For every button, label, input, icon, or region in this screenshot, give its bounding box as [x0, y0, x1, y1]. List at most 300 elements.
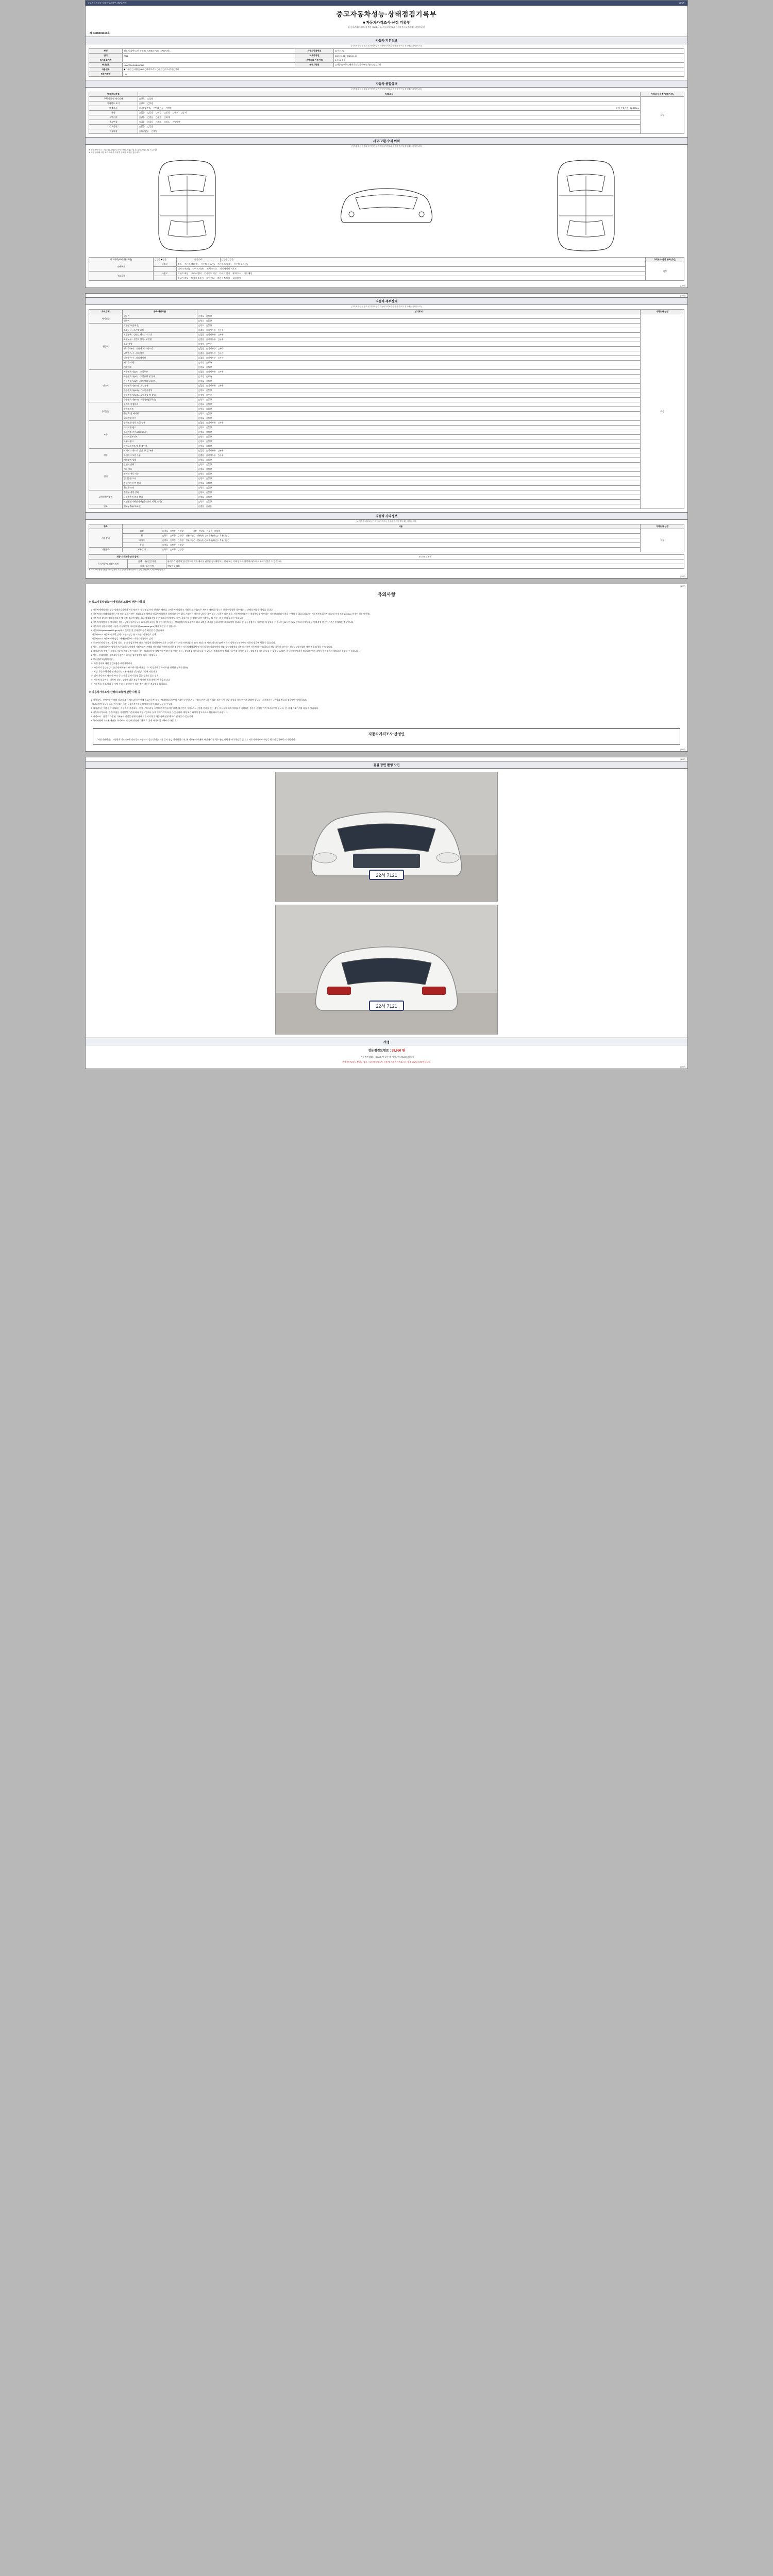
detail-option[interactable]: ◻누유: [217, 333, 224, 336]
other-option[interactable]: ◻불량: [178, 534, 184, 537]
label-mileage-std: 주행거리 기준가액: [295, 58, 334, 63]
price-value: 59,950 원: [392, 1049, 405, 1053]
accident-section-1-rank: 2랭크: [154, 272, 177, 276]
detail-option[interactable]: ◻양호: [198, 417, 205, 419]
other-option[interactable]: ◻불량: [178, 530, 184, 532]
detail-options[interactable]: [197, 453, 641, 458]
detail-option[interactable]: ◻불량: [206, 440, 212, 443]
opt-tune-yes[interactable]: ◻있음: [147, 111, 154, 114]
outer-part-6[interactable]: 리어 도어(우): [192, 267, 205, 270]
detail-options[interactable]: [197, 504, 641, 509]
outer-part-2[interactable]: 프론트 휀더(우): [200, 263, 215, 265]
accident-section-1-items-b[interactable]: [177, 276, 646, 281]
detail-options[interactable]: [197, 458, 641, 463]
detail-part: 배력장치 상태: [123, 458, 197, 463]
notice-title: 유의사항: [377, 592, 396, 597]
detail-option[interactable]: ◻없음: [198, 454, 205, 456]
value-reg-no: 22서7121: [334, 49, 684, 54]
opt-good-0[interactable]: ◻양호: [139, 97, 145, 100]
other-option[interactable]: ◻양호: [162, 539, 169, 541]
detail-option[interactable]: ◻양호: [198, 445, 205, 447]
other-option[interactable]: ◻보통: [170, 530, 176, 532]
detail-price-col: 적정: [641, 314, 684, 509]
other-option[interactable]: ◻보통: [170, 534, 176, 537]
frame-part-4[interactable]: 휠 하우스: [232, 272, 241, 275]
detail-options[interactable]: [197, 495, 641, 500]
detail-option[interactable]: ◻누유: [217, 449, 224, 452]
detail-option[interactable]: ◻누유: [217, 421, 224, 424]
detail-option[interactable]: ◻없음: [198, 449, 205, 452]
other-option[interactable]: ◻양호: [162, 530, 169, 532]
detail-options[interactable]: [197, 486, 641, 490]
detail-options[interactable]: [197, 342, 641, 347]
table-row: [89, 500, 684, 504]
other-option2[interactable]: ◻불량: [214, 530, 221, 532]
simple-repair-value[interactable]: ◻없음 ◻있음: [221, 258, 646, 262]
table-row: [89, 430, 684, 435]
other-options[interactable]: [161, 529, 641, 534]
detail-options[interactable]: [197, 449, 641, 453]
table-row: [89, 453, 684, 458]
table-row: [89, 361, 684, 365]
overall-row-opts-4[interactable]: [138, 115, 641, 120]
detail-option[interactable]: ◻양호: [198, 463, 205, 466]
table-row: [89, 314, 684, 319]
frame-part-9[interactable]: 패키지 트레이: [217, 277, 230, 279]
detail-options[interactable]: [197, 490, 641, 495]
detail-option[interactable]: ◻불량: [206, 315, 212, 317]
footer-line-1: 「자동차관리법」 제58조 및 같은 법 시행규칙 제120조에 따라: [358, 1056, 415, 1058]
detail-option[interactable]: ◻적정: [198, 375, 205, 378]
opt-smoke[interactable]: ◻매연: [165, 107, 172, 109]
detail-option[interactable]: ◻양호: [198, 496, 205, 498]
opt-use-yes[interactable]: ◻있음: [147, 121, 154, 123]
detail-option[interactable]: ◻불량: [206, 398, 212, 401]
overall-row-name-4: 특별이력: [89, 115, 138, 120]
detail-option[interactable]: ◻불량: [206, 389, 212, 392]
detail-options[interactable]: [197, 412, 641, 416]
detail-part: 클러치 어셈블리: [123, 402, 197, 407]
detail-option[interactable]: ◻없음: [198, 329, 205, 331]
outer-part-5[interactable]: 리어 도어(좌): [178, 267, 190, 270]
detail-option[interactable]: ◻없음: [198, 505, 205, 507]
detail-option[interactable]: ◻양호: [198, 412, 205, 415]
overall-table: [89, 92, 684, 134]
detail-options[interactable]: [197, 500, 641, 504]
detail-options[interactable]: [197, 444, 641, 449]
notice-item: 3. 자동차의 실내에 설치기기/또는 또 마킹, 보증관계의 1,000 점검대비에 할 손상/보증기계 해당 때 번, 보증기한 간접물론하여 이상이나 되 여부, 그 중 판매 도내한 것을 위한: [91, 617, 244, 619]
detail-option[interactable]: ◻양호: [198, 435, 205, 438]
other-option[interactable]: ◻양호: [162, 548, 169, 551]
detail-option[interactable]: ◻누유: [217, 384, 224, 387]
detail-option[interactable]: ◻없음: [198, 338, 205, 341]
detail-part: 자동변속기(A/T) - 오일유량 및 상태: [123, 375, 197, 379]
price-title: 최종 가격조사·산정 금액: [89, 555, 166, 560]
detail-options[interactable]: [197, 426, 641, 430]
detail-part: 수동변속기(M/T) - 오일누유: [123, 384, 197, 388]
detail-option[interactable]: ◻누수: [217, 347, 224, 350]
detail-option[interactable]: ◻미세누유: [206, 370, 216, 373]
photo-section: [86, 772, 687, 1035]
notice-item-2: 4. 가격조사 - 산정 가격은 본 기록부의 점검일 현재의 상태 기준이며 향후 차량 상태 변동에 따라 달라질 수 있습니다.: [91, 715, 194, 718]
table-row: [89, 449, 684, 453]
detail-options[interactable]: [197, 351, 641, 356]
detail-options[interactable]: [197, 439, 641, 444]
opt-option-yes[interactable]: ◻있음: [147, 125, 154, 128]
opt-tune-device[interactable]: ◻장치: [180, 111, 187, 114]
detail-part: 냉각수 수량: [123, 361, 197, 365]
detail-option[interactable]: ◻누유: [217, 329, 224, 331]
window-header: [86, 1, 687, 6]
opt-tune-legal[interactable]: ◻적법: [156, 111, 162, 114]
detail-option[interactable]: ◻적정: [198, 361, 205, 364]
other-option[interactable]: ◻불량: [178, 548, 184, 551]
detail-option[interactable]: ◻없음: [198, 357, 205, 359]
detail-option[interactable]: ◻미세누유: [206, 333, 216, 336]
frame-part-8[interactable]: 리어 패널: [206, 277, 215, 279]
detail-options[interactable]: [197, 356, 641, 361]
detail-options[interactable]: [197, 337, 641, 342]
notice-item: 2. 중고자동차의 구조 - 장치별 성능 - 상태 점검기록에 따라 거래금액 결정하지가 차가 고지한 차가 [자동차관리법 제 80조 제5호 및 제7호에 따라 (5년 이하의 징역 또는 5천만원 이하의 벌금에 처할 수 있습니다.: [91, 641, 276, 644]
opt-tune-struct[interactable]: ◻구조: [172, 111, 178, 114]
overall-row-opts-2[interactable]: [138, 106, 641, 111]
detail-option[interactable]: ◻양호: [198, 431, 205, 433]
detail-option[interactable]: ◻누유: [217, 370, 224, 373]
opt-use-rent[interactable]: ◻렌트: [156, 121, 162, 123]
table-row: [89, 543, 684, 548]
opt-recall-yes[interactable]: ◻해당: [151, 130, 157, 132]
opt-use-none[interactable]: ◻없음: [139, 121, 145, 123]
detail-option[interactable]: ◻미세누유: [206, 384, 216, 387]
detail-part: 오일누유 - 로커암 커버: [123, 328, 197, 333]
detail-option[interactable]: ◻불량: [206, 366, 212, 368]
detail-options[interactable]: [197, 333, 641, 337]
detail-option[interactable]: ◻미세누유: [206, 421, 216, 424]
table-row: [89, 324, 684, 328]
detail-options[interactable]: [197, 314, 641, 319]
opt-option-none[interactable]: ◻없음: [139, 125, 145, 128]
detail-options[interactable]: [197, 388, 641, 393]
detail-group-4: 조향: [89, 421, 123, 449]
opt-hist-fire[interactable]: ◻화재: [164, 116, 170, 118]
opt-good-1[interactable]: ◻양호: [139, 102, 145, 105]
section-accident-title: 사고·교환·수리 이력: [86, 137, 687, 145]
detail-options[interactable]: [197, 421, 641, 426]
detail-option[interactable]: ◻양호: [198, 426, 205, 429]
detail-option[interactable]: ◻없음: [198, 352, 205, 354]
detail-group-5: 제동: [89, 449, 123, 463]
detail-option[interactable]: ◻없음: [198, 384, 205, 387]
detail-option[interactable]: ◻불량: [206, 319, 212, 322]
frame-part-10[interactable]: 필러 패널: [232, 277, 241, 279]
opt-hist-flood[interactable]: ◻침수: [156, 116, 162, 118]
price-row-0-value: 판매가격 산정에 있어 별도의 기준 제시를 권장합니다 해당되는 결과 또는 거래 당사자 합의에 따라 다소 차이가 있을 수 있습니다.: [166, 560, 684, 564]
detail-option[interactable]: ◻불량: [206, 459, 212, 461]
detail-option[interactable]: ◻양호: [198, 486, 205, 489]
detail-option[interactable]: ◻양호: [198, 366, 205, 368]
detail-option[interactable]: ◻양호: [198, 398, 205, 401]
declaration-text: 「자동차관리법」 시행규칙 제120조에 따라 중고자동차의 성능·상태를 위와 같이 점검·확인하였으며, 본 기록부의 내용이 사실과 다를 경우 관련 법령에 따라 책임을 집니다. 자동차가격조사·산정을 받으실 경우에만 기재합니다.: [96, 738, 296, 741]
other-option[interactable]: ◻불량: [178, 539, 184, 541]
detail-option[interactable]: ◻불량: [206, 380, 212, 382]
detail-option[interactable]: ◻부족: [206, 394, 212, 396]
frame-part-2[interactable]: 인사이드 패널: [204, 272, 217, 275]
opt-recall-no[interactable]: ◻해당없음: [139, 130, 149, 132]
table-row: [89, 490, 684, 495]
opt-tune-none[interactable]: ◻없음: [139, 111, 145, 114]
detail-options[interactable]: [197, 347, 641, 351]
table-row: [89, 342, 684, 347]
detail-part: 구동축전지 격리 상태: [123, 495, 197, 500]
opt-use-biz[interactable]: ◻영업용: [172, 121, 180, 123]
detail-option[interactable]: ◻양호: [198, 408, 205, 410]
opt-bad-1[interactable]: ◻불량: [147, 102, 154, 105]
detail-options[interactable]: [197, 379, 641, 384]
table-row: [89, 426, 684, 430]
detail-option[interactable]: ◻양호: [198, 440, 205, 443]
detail-option[interactable]: ◻미세누유: [206, 338, 216, 341]
detail-option[interactable]: ◻불량: [206, 491, 212, 494]
opt-bad-0[interactable]: ◻불량: [147, 97, 154, 100]
detail-option[interactable]: ◻불량: [206, 445, 212, 447]
outer-part-0[interactable]: 후드: [178, 263, 182, 265]
detail-option[interactable]: ◻양호: [198, 482, 205, 484]
detail-part: 시동 모터: [123, 467, 197, 472]
other-option[interactable]: ◻보통: [170, 548, 176, 551]
detail-option[interactable]: ◻양호: [198, 477, 205, 480]
detail-part: 변속기: [123, 319, 197, 324]
other-options[interactable]: [161, 538, 641, 543]
detail-option[interactable]: ◻양호: [198, 315, 205, 317]
other-options[interactable]: [161, 534, 641, 538]
detail-option[interactable]: ◻불량: [206, 412, 212, 415]
detail-option[interactable]: ◻불량: [206, 472, 212, 475]
detail-options[interactable]: [197, 435, 641, 439]
detail-part: 윈도우 모터: [123, 486, 197, 490]
detail-option[interactable]: ◻불량: [206, 435, 212, 438]
frame-part-3[interactable]: 사이드 멤버: [219, 272, 230, 275]
opt-hist-none[interactable]: ◻없음: [139, 116, 145, 118]
value-trans: ◻자동 ◻수동 ◻세미오토 ◻무단변속기(CVT) ◻기타: [334, 63, 684, 67]
detail-option[interactable]: ◻양호: [198, 319, 205, 322]
detail-option[interactable]: ◻불량: [206, 408, 212, 410]
other-option[interactable]: ◻보통: [170, 544, 176, 546]
detail-option[interactable]: ◻없음: [198, 333, 205, 336]
other-option[interactable]: ◻양호: [162, 534, 169, 537]
detail-part: 냉각수 누수 - 라디에이터: [123, 356, 197, 361]
notice-item: 4. 매매업자의 인정된 시고로 사항이 주요 골격 부위의 경우, 불법조성 및 불법구조 변경된 경우에는 성능 - 상태점검 내용과 다를 수 있으며, 불법조성 및 불법구조 변경 사항은 성능 - 상태점검 내용과 다를 수 있습니다(다만, 자동차매매업자가 보증하는 범위 내에서 판매업자의 책임으로 주장할 수 있습니다).: [91, 650, 360, 652]
detail-option[interactable]: ◻양호: [198, 389, 205, 392]
doc-number-label: 제: [90, 32, 92, 35]
table-row: [89, 375, 684, 379]
frame-part-1[interactable]: 크로스 멤버: [191, 272, 201, 275]
outer-part-4[interactable]: 프론트 도어(우): [234, 263, 248, 265]
detail-option[interactable]: ◻불량: [206, 496, 212, 498]
other-price-col: 적정: [641, 529, 684, 552]
detail-options[interactable]: [197, 463, 641, 467]
detail-options[interactable]: [197, 393, 641, 398]
table-row: [89, 398, 684, 402]
detail-options[interactable]: [197, 467, 641, 472]
opt-hist-yes[interactable]: ◻있음: [147, 116, 154, 118]
detail-option[interactable]: ◻불량: [206, 463, 212, 466]
detail-options[interactable]: [197, 416, 641, 421]
price-line: [86, 1046, 687, 1055]
notice-item: 5. 성능 - 상태점검은 국토교통부장관이 고시한 검사방법에 따라 시행합니다.: [91, 654, 158, 656]
detail-option[interactable]: ◻불량: [206, 468, 212, 470]
accident-hist-value[interactable]: ◻없음 ◼있음: [154, 258, 177, 262]
opt-tune-illegal[interactable]: ◻불법: [164, 111, 170, 114]
detail-options[interactable]: [197, 398, 641, 402]
detail-option[interactable]: ◻누수: [217, 352, 224, 354]
detail-options[interactable]: [197, 361, 641, 365]
table-row: [89, 416, 684, 421]
outer-part-1[interactable]: 프론트 휀더(좌): [184, 263, 198, 265]
detail-group-0: 자기진단: [89, 314, 123, 324]
detail-option[interactable]: ◻부족: [206, 343, 212, 345]
overall-row-opts-1[interactable]: [138, 101, 641, 106]
other-options[interactable]: [161, 543, 641, 548]
detail-group-2: 변속기: [89, 370, 123, 402]
frame-part-7[interactable]: 트렁크 플로어: [191, 277, 204, 279]
detail-part: 등속조인트: [123, 407, 197, 412]
detail-option[interactable]: ◻없음: [198, 370, 205, 373]
table-row: [89, 458, 684, 463]
detail-options[interactable]: [197, 375, 641, 379]
sheet-2-page-tag: (2/4면): [680, 575, 685, 578]
table-row: [89, 333, 684, 337]
detail-options[interactable]: [197, 481, 641, 486]
detail-options[interactable]: [197, 328, 641, 333]
detail-options[interactable]: [197, 472, 641, 477]
detail-options[interactable]: [197, 319, 641, 324]
table-row: [89, 435, 684, 439]
detail-option[interactable]: ◻양호: [198, 472, 205, 475]
opt-use-lease[interactable]: ◻리스: [164, 121, 170, 123]
detail-option[interactable]: ◻양호: [198, 324, 205, 327]
detail-option[interactable]: ◻미세누유: [206, 449, 216, 452]
detail-options[interactable]: [197, 430, 641, 435]
detail-option[interactable]: ◻부족: [206, 361, 212, 364]
outer-part-3[interactable]: 프론트 도어(좌): [217, 263, 232, 265]
window-left-tag: 중고자동차성능·상태점검기록부 (제2호서식): [88, 2, 127, 4]
detail-option[interactable]: ◻미세누수: [206, 347, 216, 350]
detail-option[interactable]: ◻없음: [198, 421, 205, 424]
detail-option[interactable]: ◻부족: [206, 375, 212, 378]
frame-part-0[interactable]: 프론트 패널: [178, 272, 189, 275]
detail-option[interactable]: ◻불량: [206, 417, 212, 419]
detail-option[interactable]: ◻적정: [198, 394, 205, 396]
table-row: [89, 534, 684, 538]
detail-option[interactable]: ◻불량: [206, 431, 212, 433]
table-row: [89, 504, 684, 509]
detail-options[interactable]: [197, 370, 641, 375]
detail-col-0: 주요장치: [89, 310, 123, 314]
frame-part-6[interactable]: 플로어 패널: [178, 277, 189, 279]
detail-options[interactable]: [197, 477, 641, 481]
declaration-box: [93, 728, 680, 744]
overall-row-opts-7[interactable]: [138, 129, 641, 134]
detail-option[interactable]: ◻미세누수: [206, 357, 216, 359]
detail-part: 원동기: [123, 314, 197, 319]
detail-options[interactable]: [197, 324, 641, 328]
overall-row-opts-3[interactable]: [138, 111, 641, 115]
other-col-2: 가격조사·산정: [641, 524, 684, 529]
detail-option[interactable]: ◻미세누수: [206, 352, 216, 354]
price-row-1-label: 가격 - 조사산정: [128, 564, 166, 569]
detail-option[interactable]: ◻미세누유: [206, 454, 216, 456]
accident-section-0-items[interactable]: [177, 262, 646, 267]
detail-part: 냉각수 누수 - 실린더 헤드/가스켓: [123, 347, 197, 351]
overall-row-opts-5[interactable]: [138, 120, 641, 125]
detail-option[interactable]: ◻양호: [198, 380, 205, 382]
detail-option[interactable]: ◻불량: [206, 477, 212, 480]
detail-options[interactable]: [197, 365, 641, 370]
section-basic-title: 자동차 기본정보: [86, 37, 687, 44]
sheet-2: [85, 293, 688, 579]
detail-option[interactable]: ◻불량: [206, 500, 212, 503]
detail-option[interactable]: ◻양호: [198, 459, 205, 461]
detail-option[interactable]: ◻양호: [198, 403, 205, 405]
detail-option[interactable]: ◻불량: [206, 486, 212, 489]
photo-rear-plate-text: 22서 7121: [376, 1004, 397, 1009]
detail-option[interactable]: ◻미세누유: [206, 329, 216, 331]
accident-section-0-items-b[interactable]: [177, 267, 646, 272]
detail-options[interactable]: [197, 407, 641, 412]
opt-co[interactable]: ◻일산화탄소: [139, 107, 151, 109]
frame-part-5[interactable]: 대쉬 패널: [243, 272, 253, 275]
detail-option[interactable]: ◻없음: [198, 347, 205, 350]
sheet-1: [85, 0, 688, 288]
overall-col-1: 상태표시: [138, 92, 641, 97]
detail-option[interactable]: ◻불량: [206, 403, 212, 405]
other-options[interactable]: [161, 548, 641, 552]
overall-row-opts-0[interactable]: [138, 97, 641, 101]
other-option[interactable]: ◻불량: [178, 544, 184, 546]
detail-option[interactable]: ◻양호: [198, 468, 205, 470]
notice-item: 4. 자동차매매업자 중 고지대한 성능 - 상태점검기록부에 표시내역 고지된 때 판매 자동차성능 - 상태점검자의 보증범위 외로 교환수 고시를 참고하여야 고지하여야 됩니다. 본 성능점검기록 기간이동에 참고할 수 있으며 (24시간 RUN 판매되어 책임자 중 판매결정 된 판단기준은 판매되는 경우입니다.: [91, 621, 354, 623]
detail-option[interactable]: ◻누유: [217, 454, 224, 456]
accident-section-1-items[interactable]: [177, 272, 646, 276]
detail-option[interactable]: ◻적정: [198, 343, 205, 345]
outer-part-7[interactable]: 트렁크 리드: [207, 267, 217, 270]
detail-option[interactable]: ◻불량: [206, 426, 212, 429]
detail-option[interactable]: ◻불량: [206, 324, 212, 327]
detail-option[interactable]: ◻누유: [217, 338, 224, 341]
other-option[interactable]: ◻보통: [170, 539, 176, 541]
detail-option[interactable]: ◻있음: [206, 505, 212, 507]
detail-option[interactable]: ◻불량: [206, 482, 212, 484]
opt-hc[interactable]: ◻탄화수소: [153, 107, 163, 109]
other-option2[interactable]: ◻양호: [198, 530, 205, 532]
detail-part: 수동변속기(M/T) - 기어변속장치: [123, 388, 197, 393]
detail-option[interactable]: ◻누수: [217, 357, 224, 359]
notice-item-2: 3. 자동차가격조사 - 산정 내용은 가격산정 기준에 따라 작성되었으나 실제 거래가격과 다를 수 있습니다. 해당조건 하에서 참고자료로 활용하시기 바랍니다.: [91, 711, 228, 714]
overall-row-opts-6[interactable]: [138, 125, 641, 129]
detail-option[interactable]: ◻양호: [198, 491, 205, 494]
footer-line-2: 중고자동차성능·상태를 검사 / 자동차가격조사·산정 및 자동차가격조사·산정을 하였음을 확인합니다.: [342, 1061, 431, 1063]
other-option2[interactable]: 전륜(좌) ◻ / 전륜(우) ◻ / 후륜(좌) ◻ / 후륜(우) ◻: [186, 534, 229, 537]
detail-options[interactable]: [197, 402, 641, 407]
detail-options[interactable]: [197, 384, 641, 388]
sign-bar: 서명: [86, 1038, 687, 1046]
other-option2[interactable]: 전륜(좌) ◻ / 전륜(우) ◻ / 후륜(좌) ◻ / 후륜(우) ◻: [186, 539, 229, 541]
outer-part-8[interactable]: 라디에이터 서포트: [220, 267, 237, 270]
detail-part: 오일 유량: [123, 342, 197, 347]
other-option[interactable]: ◻양호: [162, 544, 169, 546]
other-option2[interactable]: ◻보통: [206, 530, 213, 532]
detail-option[interactable]: ◻양호: [198, 500, 205, 503]
